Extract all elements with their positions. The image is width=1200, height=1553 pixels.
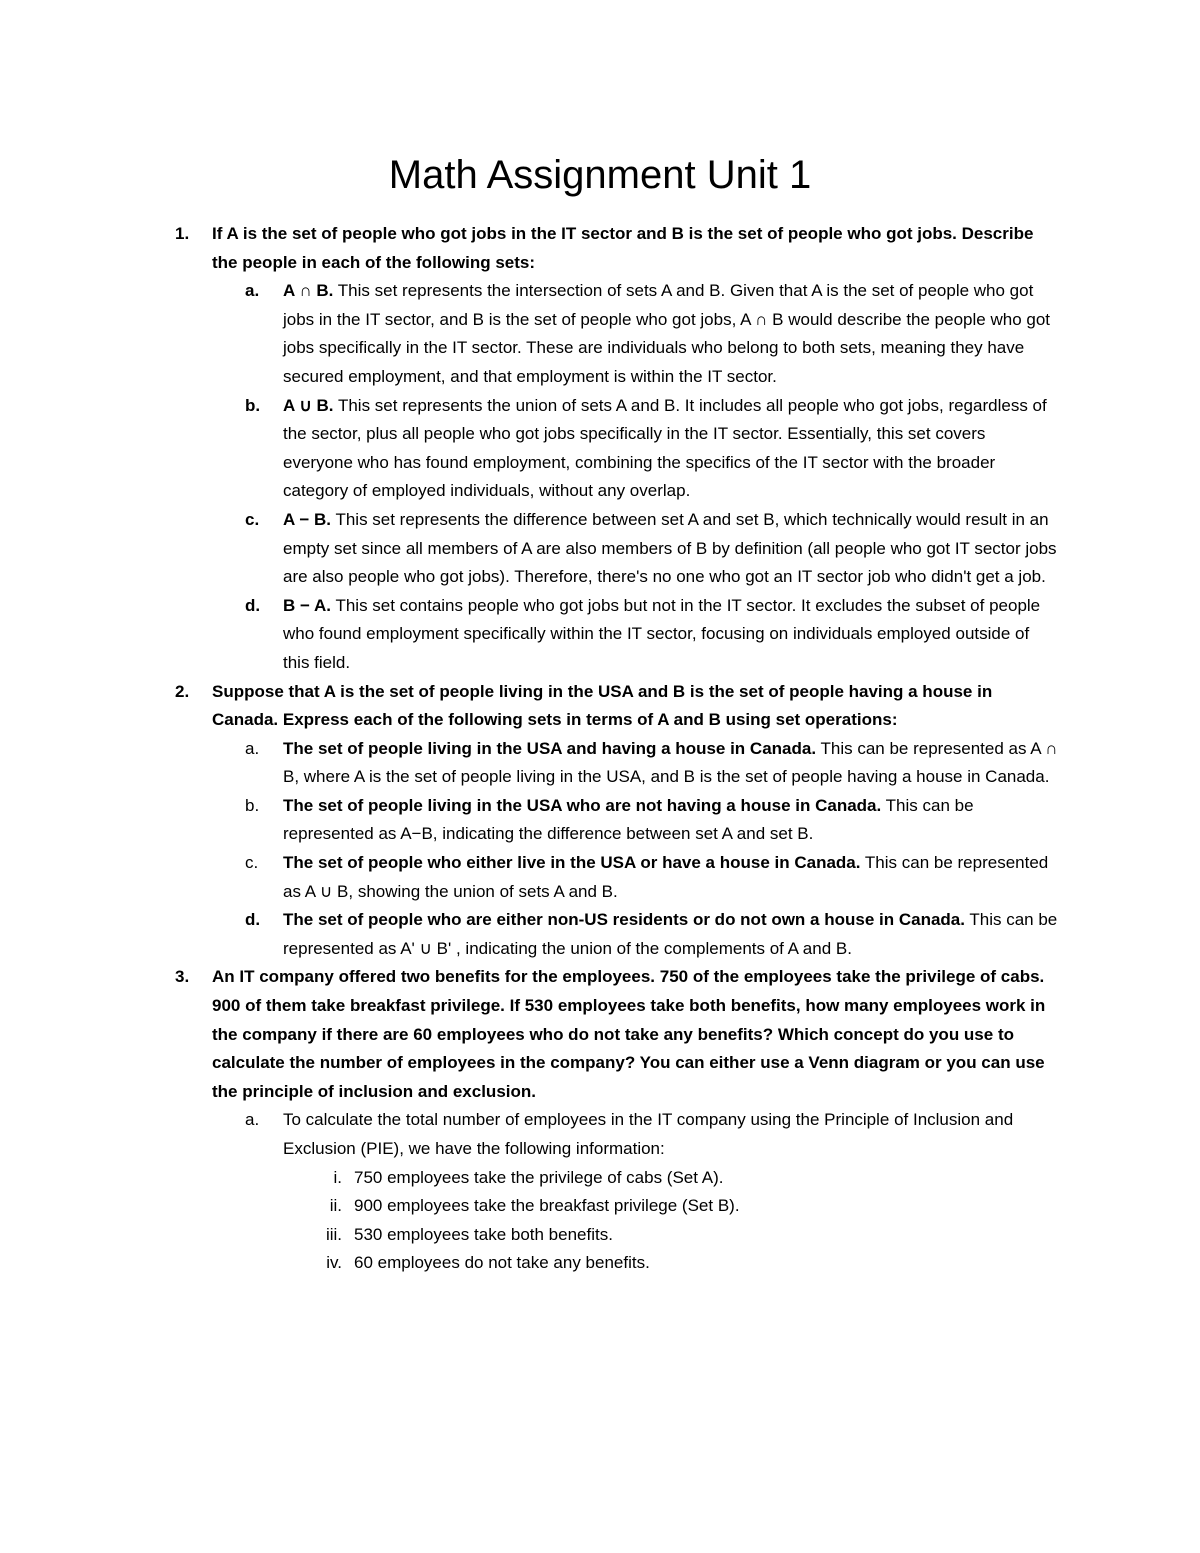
part-text: This set represents the union of sets A and B. It includes all people who got jobs, regardless of the sector, plus all people who got jobs specifically in the IT sector. Essentially, this set covers everyone who has found employment, combining the specifics of the IT sector with the broader category of employed individuals, without any overlap. [283,395,1047,501]
part-text: This can be represented as A ∪ B, showing the union of sets A and B. [283,853,1049,901]
part-lead: A ∪ B. [283,395,334,415]
part-lead: The set of people living in the USA who are not having a house in Canada. [283,795,882,815]
part-text: This can be represented as A' ∪ B' , indicating the union of the complements of A and B. [283,910,1058,958]
part-marker: c. [245,853,259,873]
part-text: This set represents the difference between set A and set B, which technically would result in an empty set since all members of A are also members of B by definition (all people who got IT sector jobs are also people who got jobs). Therefore, there's no one who got an IT sector job who didn't get a job. [283,509,1057,587]
part-marker: a. [245,281,260,301]
question-3-item-iv [0,1249,1054,1278]
part-text: This set represents the intersection of sets A and B. Given that A is the set of people who got jobs in the IT sector, and B is the set of people who got jobs, A ∩ B would describe the people who got jobs specifically in the IT sector. These are individuals who belong to both sets, meaning they have secured employment, and that employment is within the IT sector. [283,281,1051,386]
item-text: 750 employees take the privilege of cabs (Set A). [354,1167,724,1187]
part-lead: The set of people living in the USA and having a house in Canada. [283,738,817,758]
part-marker: a. [245,738,260,758]
question-3-item-i [0,1164,1054,1193]
item-marker: iv. [326,1253,342,1273]
part-text: This set contains people who got jobs but not in the IT sector. It excludes the subset of people who found employment specifically within the IT sector, focusing on individuals employed outside of this field. [283,595,1041,672]
question-2-part-b [0,792,1058,849]
question-2-part-c [0,849,1058,906]
item-text: 530 employees take both benefits. [354,1224,613,1244]
part-lead: The set of people who are either non-US residents or do not own a house in Canada. [283,910,965,930]
item-marker: ii. [329,1196,342,1216]
question-1-part-a [0,277,1058,391]
question-text: If A is the set of people who got jobs in the IT sector and B is the set of people who got jobs. Describe the people in each of the following sets: [212,224,1034,272]
question-3-item-iii [0,1221,1054,1250]
question-1 [0,220,1052,277]
question-number: 1. [175,224,190,243]
part-marker: a. [245,1110,260,1130]
question-2 [0,678,1052,735]
item-marker: i. [333,1167,342,1187]
question-3-item-ii [0,1192,1054,1221]
question-2-part-d [0,906,1058,963]
question-3-part-a [0,1106,1058,1163]
part-marker: d. [245,910,261,930]
question-1-part-b [0,392,1058,506]
question-text: An IT company offered two benefits for the employees. 750 of the employees take the privilege of cabs. 900 of them take breakfast privilege. If 530 employees take both benefits, how many employees work in the company if there are 60 employees who do not take any benefits? Which concept do you use to calculate the number of employees in the company? You can either use a Venn diagram or you can use the principle of inclusion and exclusion. [212,967,1046,1101]
part-marker: d. [245,595,261,615]
question-number: 3. [175,967,190,987]
part-lead: B − A. [283,595,332,615]
part-marker: b. [245,795,260,815]
part-text: This can be represented as A−B, indicating the difference between set A and set B. [283,795,974,844]
question-text: Suppose that A is the set of people living in the USA and B is the set of people having a house in Canada. Express each of the following sets in terms of A and B using set operations: [212,681,993,730]
question-1-part-c [0,506,1058,592]
item-marker: iii. [325,1224,342,1244]
question-number: 2. [175,681,190,701]
part-lead: The set of people who either live in the USA or have a house in Canada. [283,853,861,873]
item-text: 900 employees take the breakfast privilege (Set B). [354,1196,740,1216]
item-text: 60 employees do not take any benefits. [354,1253,650,1273]
question-2-part-a [0,735,1058,792]
part-marker: b. [245,395,261,415]
part-text: To calculate the total number of employees in the IT company using the Principle of Inclusion and Exclusion (PIE), we have the following information: [283,1110,1014,1158]
question-3 [0,963,1052,1106]
part-text: This can be represented as A ∩ B, where A is the set of people living in the USA, and B is the set of people having a house in Canada. [283,738,1058,787]
question-1-part-d [0,592,1058,678]
page-title: Math Assignment Unit 1 [388,153,812,197]
part-lead: A − B. [283,509,332,529]
part-lead: A ∩ B. [283,281,334,301]
document-body [0,220,1200,1278]
part-marker: c. [245,509,260,529]
